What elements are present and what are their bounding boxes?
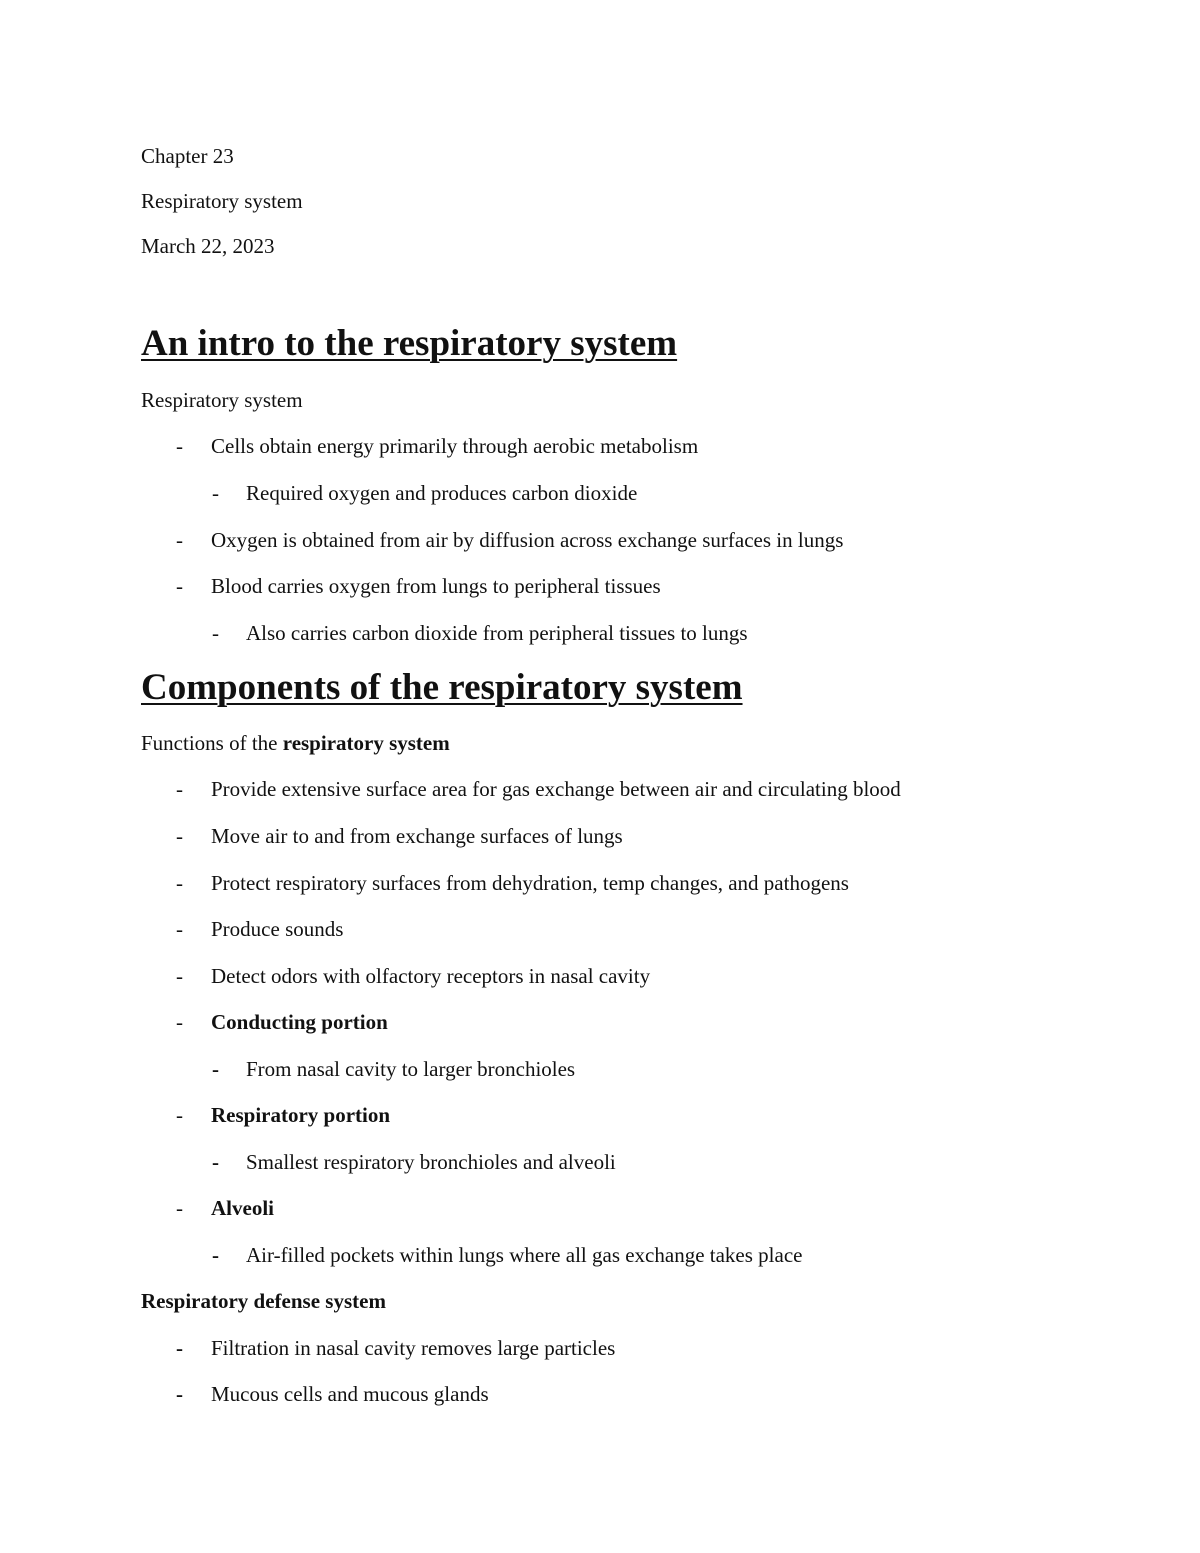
list-item: Alveoli [211, 1196, 274, 1220]
bullet-dash: - [176, 1336, 183, 1360]
list-item: Mucous cells and mucous glands [211, 1382, 489, 1406]
bullet-dash: - [176, 917, 183, 941]
list-item: Air-filled pockets within lungs where all gas exchange takes place [246, 1243, 803, 1267]
list-item: Cells obtain energy primarily through aerobic metabolism [211, 434, 699, 458]
bullet-dash: - [212, 481, 219, 505]
bullet-dash: - [176, 434, 183, 458]
list-item: Filtration in nasal cavity removes large particles [211, 1336, 616, 1360]
functions-prefix: Functions of the [141, 731, 283, 755]
list-item: Blood carries oxygen from lungs to peripheral tissues [211, 574, 661, 598]
bullet-dash: - [176, 574, 183, 598]
bullet-dash: - [176, 871, 183, 895]
list-item: From nasal cavity to larger bronchioles [246, 1057, 576, 1081]
bullet-dash: - [212, 621, 219, 645]
list-item: Smallest respiratory bronchioles and alveoli [246, 1150, 616, 1174]
section1-heading: An intro to the respiratory system [141, 323, 678, 364]
bullet-dash: - [176, 777, 183, 801]
bullet-dash: - [176, 1196, 183, 1220]
list-item: Detect odors with olfactory receptors in nasal cavity [211, 964, 651, 988]
bullet-dash: - [212, 1243, 219, 1267]
list-item: Protect respiratory surfaces from dehydration, temp changes, and pathogens [211, 871, 849, 895]
bullet-dash: - [176, 824, 183, 848]
bullet-dash: - [176, 1382, 183, 1406]
functions-bold: respiratory system [282, 731, 450, 755]
bullet-dash: - [176, 528, 183, 552]
list-item: Oxygen is obtained from air by diffusion across exchange surfaces in lungs [211, 528, 844, 552]
section2-heading: Components of the respiratory system [141, 667, 743, 708]
bullet-dash: - [176, 1103, 183, 1127]
bullet-dash: - [212, 1057, 219, 1081]
bullet-dash: - [212, 1150, 219, 1174]
list-item: Also carries carbon dioxide from peripheral tissues to lungs [246, 621, 748, 645]
section1-subheading: Respiratory system [141, 388, 303, 412]
list-item: Conducting portion [211, 1010, 388, 1034]
list-item: Move air to and from exchange surfaces of lungs [211, 824, 623, 848]
chapter-label: Chapter 23 [141, 144, 234, 168]
bullet-dash: - [176, 1010, 183, 1034]
list-item: Respiratory portion [211, 1103, 391, 1127]
list-item: Required oxygen and produces carbon dioxide [246, 481, 638, 505]
bullet-dash: - [176, 964, 183, 988]
topic-label: Respiratory system [141, 189, 303, 213]
date-label: March 22, 2023 [141, 234, 275, 258]
functions-line [141, 730, 450, 756]
defense-heading: Respiratory defense system [141, 1289, 386, 1313]
list-item: Provide extensive surface area for gas exchange between air and circulating blood [211, 777, 901, 801]
list-item: Produce sounds [211, 917, 344, 941]
